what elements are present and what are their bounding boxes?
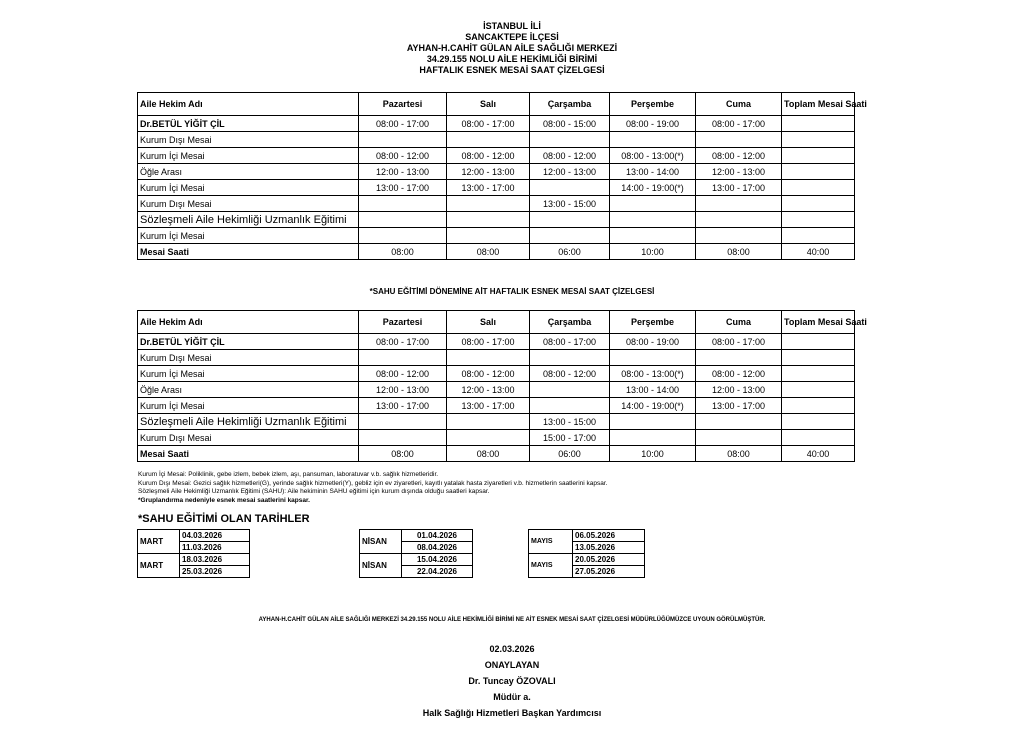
table-cell [696, 196, 782, 212]
table-cell: 10:00 [610, 244, 696, 260]
table-cell [359, 132, 447, 148]
column-header: Perşembe [610, 311, 696, 334]
table-cell [696, 212, 782, 228]
table-cell [447, 350, 530, 366]
document-header [0, 21, 1024, 76]
approver-role: Müdür a. [493, 692, 531, 702]
table-cell: 12:00 - 13:00 [530, 164, 610, 180]
table-cell: 12:00 - 13:00 [447, 164, 530, 180]
header-line-unit: 34.29.155 NOLU AİLE HEKİMLİĞİ BİRİMİ [426, 54, 598, 64]
table-cell [610, 228, 696, 244]
table-cell [359, 414, 447, 430]
date-cell: 01.04.2026 [402, 530, 473, 542]
table-cell [530, 228, 610, 244]
date-cell: 04.03.2026 [180, 530, 250, 542]
table-cell [359, 350, 447, 366]
table-cell: 08:00 - 12:00 [696, 148, 782, 164]
table-cell: 06:00 [530, 446, 610, 462]
table-cell: 08:00 - 12:00 [530, 148, 610, 164]
approval-statement: AYHAN-H.CAHİT GÜLAN AİLE SAĞLIĞI MERKEZİ 34.29.155 NOLU AİLE HEKİMLİĞİ BİRİMİ NE AİT ESNEK MESAİ SAAT ÇİZELGESİ MÜDÜRLÜĞÜMÜZCE UYGUN GÖRÜLMÜŞTÜR. [258, 617, 766, 623]
table-cell [782, 196, 855, 212]
table-cell: 13:00 - 17:00 [447, 398, 530, 414]
month-label: MART [138, 554, 180, 578]
table-cell: 08:00 - 12:00 [530, 366, 610, 382]
column-header: Pazartesi [359, 311, 447, 334]
table-cell [359, 228, 447, 244]
table-cell: 13:00 - 14:00 [610, 164, 696, 180]
table-cell: 08:00 - 15:00 [530, 116, 610, 132]
header-line-district: SANCAKTEPE İLÇESİ [465, 32, 559, 42]
table-cell [610, 132, 696, 148]
table-cell: 08:00 - 19:00 [610, 334, 696, 350]
row-label: Kurum İçi Mesai [138, 398, 359, 414]
header-row [138, 93, 855, 116]
month-label: NİSAN [360, 554, 402, 578]
row-label: Sözleşmeli Aile Hekimliği Uzmanlık Eğitimi [138, 414, 359, 430]
approver-title: Halk Sağlığı Hizmetleri Başkan Yardımcısı [422, 708, 602, 718]
sahu-schedule-title: *SAHU EĞİTİMİ DÖNEMİNE AİT HAFTALIK ESNEK MESAİ SAAT ÇİZELGESİ [369, 287, 655, 296]
sahu-dates-title: *SAHU EĞİTİMİ OLAN TARİHLER [138, 513, 310, 525]
table-cell: 08:00 - 17:00 [530, 334, 610, 350]
header-line-title: HAFTALIK ESNEK MESAİ SAAT ÇİZELGESİ [419, 65, 605, 75]
table-cell [782, 350, 855, 366]
table-cell: 13:00 - 15:00 [530, 414, 610, 430]
month-label: MAYIS [529, 554, 573, 578]
table-cell: 40:00 [782, 244, 855, 260]
table-cell [359, 212, 447, 228]
approver-label: ONAYLAYAN [484, 660, 540, 670]
table-cell: 13:00 - 17:00 [696, 180, 782, 196]
table-cell: 08:00 - 17:00 [447, 334, 530, 350]
table-cell [782, 132, 855, 148]
table-cell [696, 228, 782, 244]
date-cell: 22.04.2026 [402, 566, 473, 578]
table-cell [782, 382, 855, 398]
column-header: Çarşamba [530, 311, 610, 334]
row-label: Kurum Dışı Mesai [138, 350, 359, 366]
table-cell: 08:00 [447, 446, 530, 462]
table-row [138, 430, 855, 446]
table-cell [610, 350, 696, 366]
table-row [138, 116, 855, 132]
table-cell [610, 414, 696, 430]
row-label: Kurum Dışı Mesai [138, 430, 359, 446]
table-cell [447, 430, 530, 446]
table-cell [447, 212, 530, 228]
note-sahu: Sözleşmeli Aile Hekimliği Uzmanlık Eğitimi (SAHU): Aile hekiminin SAHU eğitimi için kurum dışında olduğu saatleri kapsar. [138, 488, 490, 495]
column-header: Salı [447, 93, 530, 116]
table-cell: 08:00 [359, 244, 447, 260]
approver-name: Dr. Tuncay ÖZOVALI [468, 676, 556, 686]
row-label: Mesai Saati [138, 244, 359, 260]
date-cell: 20.05.2026 [573, 554, 645, 566]
table-cell [782, 414, 855, 430]
table-cell: 08:00 - 12:00 [447, 148, 530, 164]
table-cell: 08:00 - 17:00 [447, 116, 530, 132]
table-cell [782, 212, 855, 228]
table-cell: 13:00 - 17:00 [696, 398, 782, 414]
header-row [138, 311, 855, 334]
table-cell [530, 180, 610, 196]
table-row [138, 334, 855, 350]
row-label: Mesai Saati [138, 446, 359, 462]
table-cell [530, 132, 610, 148]
table-row [138, 228, 855, 244]
table-cell [782, 228, 855, 244]
table-row [138, 148, 855, 164]
month-label: MART [138, 530, 180, 554]
table-cell: 08:00 - 13:00(*) [610, 148, 696, 164]
table-cell [782, 366, 855, 382]
table-cell [610, 212, 696, 228]
table-cell: 08:00 - 12:00 [447, 366, 530, 382]
table-cell [696, 132, 782, 148]
row-label: Dr.BETÜL YİĞİT ÇİL [138, 116, 359, 132]
date-cell: 15.04.2026 [402, 554, 473, 566]
table-row [138, 382, 855, 398]
table-cell [782, 430, 855, 446]
table-cell: 12:00 - 13:00 [447, 382, 530, 398]
table-cell: 12:00 - 13:00 [696, 164, 782, 180]
dates-table-mayis [528, 529, 645, 578]
table-cell [530, 350, 610, 366]
date-cell: 13.05.2026 [573, 542, 645, 554]
row-label: Kurum İçi Mesai [138, 366, 359, 382]
dates-table-nisan [359, 529, 473, 578]
weekly-schedule-table [137, 92, 867, 260]
table-row [138, 350, 855, 366]
table-row [138, 164, 855, 180]
table-cell [447, 414, 530, 430]
table-cell: 13:00 - 17:00 [447, 180, 530, 196]
table-cell: 08:00 - 12:00 [359, 148, 447, 164]
table-cell: 13:00 - 14:00 [610, 382, 696, 398]
table-cell [447, 228, 530, 244]
table-cell [696, 414, 782, 430]
table-cell: 08:00 - 12:00 [696, 366, 782, 382]
row-label: Kurum İçi Mesai [138, 180, 359, 196]
column-header: Perşembe [610, 93, 696, 116]
date-cell: 08.04.2026 [402, 542, 473, 554]
column-header: Toplam Mesai Saati [782, 93, 855, 116]
date-cell: 18.03.2026 [180, 554, 250, 566]
table-row [138, 446, 855, 462]
table-cell [530, 212, 610, 228]
column-header: Aile Hekim Adı [138, 93, 359, 116]
table-cell: 08:00 - 19:00 [610, 116, 696, 132]
table-cell: 13:00 - 17:00 [359, 180, 447, 196]
row-label: Kurum Dışı Mesai [138, 196, 359, 212]
table-cell: 12:00 - 13:00 [359, 382, 447, 398]
table-cell: 08:00 - 17:00 [359, 116, 447, 132]
row-label: Dr.BETÜL YİĞİT ÇİL [138, 334, 359, 350]
date-cell: 06.05.2026 [573, 530, 645, 542]
date-cell: 25.03.2026 [180, 566, 250, 578]
table-cell: 08:00 - 12:00 [359, 366, 447, 382]
table-cell [782, 398, 855, 414]
table-cell: 15:00 - 17:00 [530, 430, 610, 446]
header-line-center: AYHAN-H.CAHİT GÜLAN AİLE SAĞLIĞI MERKEZİ [406, 43, 618, 53]
table-cell [782, 148, 855, 164]
table-row [138, 180, 855, 196]
table-row [138, 244, 855, 260]
table-row [138, 196, 855, 212]
month-label: NİSAN [360, 530, 402, 554]
row-label: Öğle Arası [138, 382, 359, 398]
table-cell: 08:00 - 17:00 [696, 116, 782, 132]
approval-date: 02.03.2026 [489, 644, 535, 654]
notes [138, 471, 607, 505]
table-cell [530, 398, 610, 414]
column-header: Cuma [696, 311, 782, 334]
note-grouping: *Gruplandırma nedeniyle esnek mesai saatlerini kapsar. [138, 496, 310, 504]
column-header: Toplam Mesai Saati [782, 311, 855, 334]
table-cell: 10:00 [610, 446, 696, 462]
table-cell: 12:00 - 13:00 [359, 164, 447, 180]
table-cell [782, 334, 855, 350]
table-cell [610, 196, 696, 212]
row-label: Kurum İçi Mesai [138, 148, 359, 164]
date-cell: 11.03.2026 [180, 542, 250, 554]
row-label: Kurum İçi Mesai [138, 228, 359, 244]
table-cell [782, 164, 855, 180]
table-cell: 40:00 [782, 446, 855, 462]
table-cell [447, 196, 530, 212]
table-cell: 08:00 - 17:00 [696, 334, 782, 350]
table-cell: 14:00 - 19:00(*) [610, 398, 696, 414]
column-header: Salı [447, 311, 530, 334]
table-row [138, 366, 855, 382]
table-cell: 14:00 - 19:00(*) [610, 180, 696, 196]
header-line-province: İSTANBUL İLİ [483, 21, 541, 31]
row-label: Öğle Arası [138, 164, 359, 180]
table-cell: 13:00 - 15:00 [530, 196, 610, 212]
table-cell: 08:00 [696, 446, 782, 462]
dates-table-mart [137, 529, 250, 578]
table-cell [782, 180, 855, 196]
table-cell: 13:00 - 17:00 [359, 398, 447, 414]
table-cell [610, 430, 696, 446]
column-header: Çarşamba [530, 93, 610, 116]
date-cell: 27.05.2026 [573, 566, 645, 578]
table-row [138, 398, 855, 414]
note-kurum-ici: Kurum İçi Mesai: Poliklinik, gebe izlem, bebek izlem, aşı, pansuman, laboratuvar v.b. sağlık hizmetleridir. [138, 471, 439, 478]
note-kurum-disi: Kurum Dışı Mesai: Gezici sağlık hizmetleri(G), yerinde sağlık hizmetleri(Y), gebliz için ev ziyaretleri, kayıtlı yatalak hasta ziyaretleri v.b. hizmetlerin saatlerini kapsar. [138, 479, 608, 487]
table-cell [696, 430, 782, 446]
row-label: Sözleşmeli Aile Hekimliği Uzmanlık Eğitimi [138, 212, 359, 228]
table-row [138, 132, 855, 148]
column-header: Aile Hekim Adı [138, 311, 359, 334]
column-header: Cuma [696, 93, 782, 116]
table-cell [359, 196, 447, 212]
row-label: Kurum Dışı Mesai [138, 132, 359, 148]
table-cell: 06:00 [530, 244, 610, 260]
table-cell: 08:00 [359, 446, 447, 462]
table-cell: 08:00 - 17:00 [359, 334, 447, 350]
table-cell [447, 132, 530, 148]
table-cell [696, 350, 782, 366]
sahu-schedule-table [137, 310, 867, 462]
month-label: MAYIS [529, 530, 573, 554]
table-cell: 08:00 [696, 244, 782, 260]
table-cell [359, 430, 447, 446]
table-cell [530, 382, 610, 398]
table-cell: 08:00 - 13:00(*) [610, 366, 696, 382]
column-header: Pazartesi [359, 93, 447, 116]
table-cell [782, 116, 855, 132]
table-cell: 08:00 [447, 244, 530, 260]
table-row [138, 414, 855, 430]
table-cell: 12:00 - 13:00 [696, 382, 782, 398]
table-row [138, 212, 855, 228]
